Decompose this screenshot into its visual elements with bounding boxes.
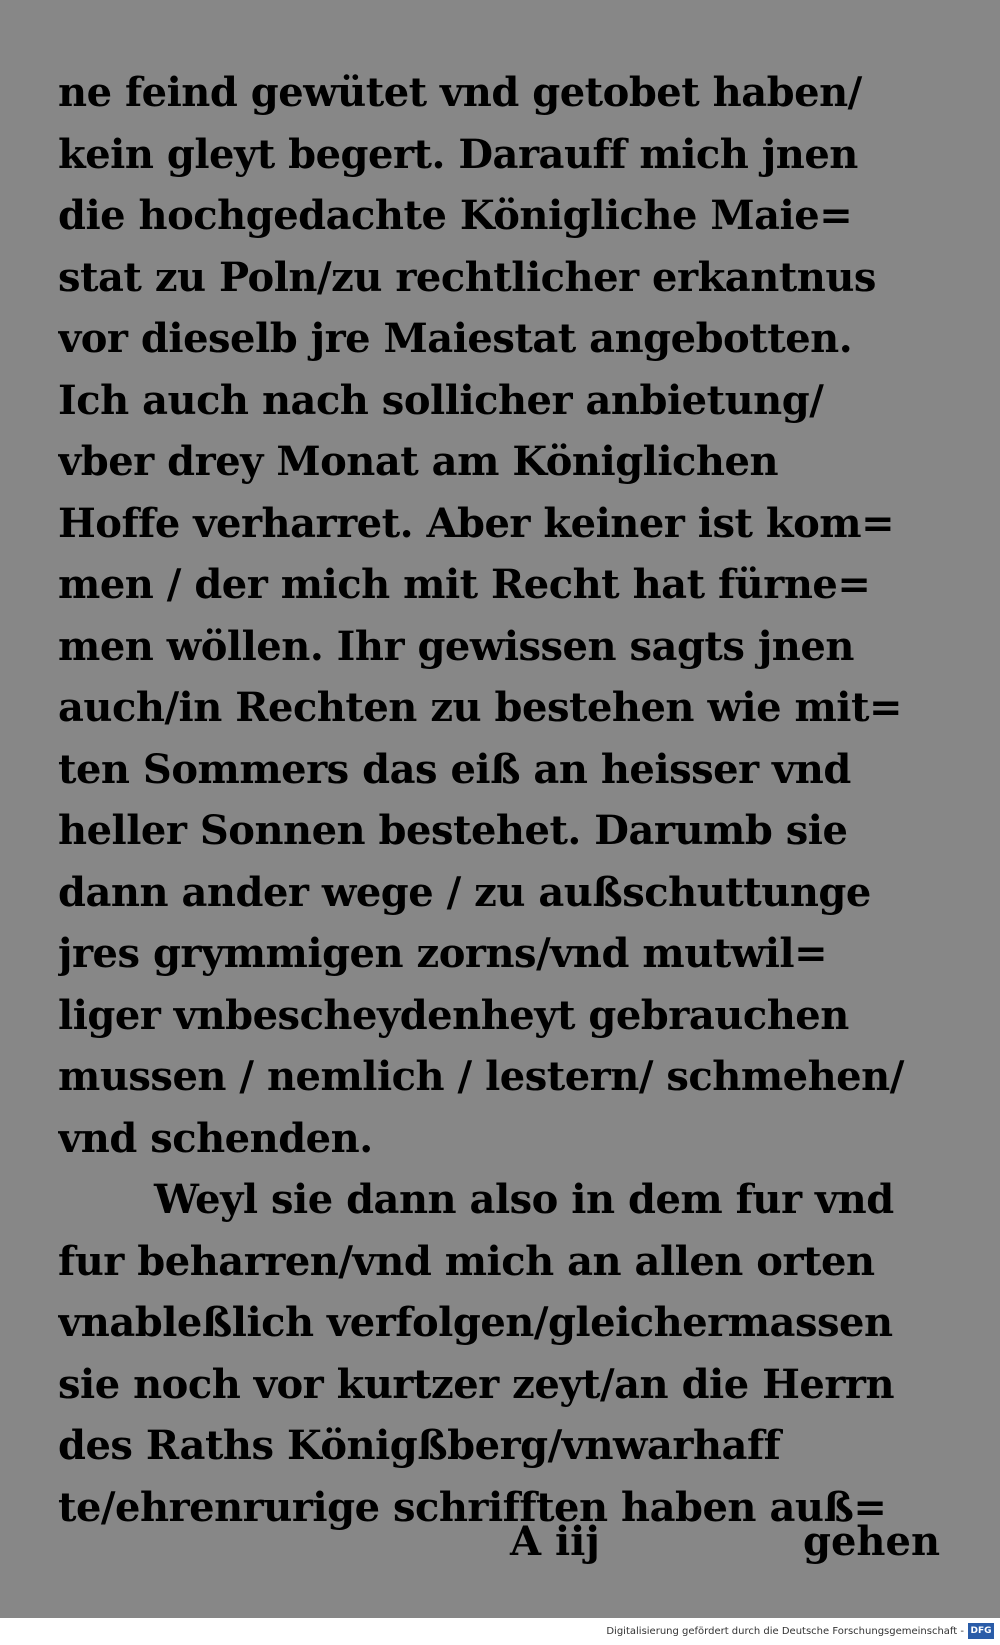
text-line-4: stat zu Poln/zu rechtlicher erkantnus: [58, 253, 876, 301]
text-line-13: heller Sonnen bestehet. Darumb sie: [58, 807, 848, 854]
text-line-9: men / der mich mit Recht hat fürne=: [58, 561, 871, 608]
text-line-10: men wöllen. Ihr gewissen sagts jnen: [58, 622, 854, 670]
text-line-11: auch/in Rechten zu bestehen wie mit=: [58, 684, 902, 731]
text-line-17: mussen / nemlich / lestern/ schmehen/: [58, 1053, 904, 1100]
signature-mark: A iij: [510, 1518, 600, 1565]
text-line-19: Weyl sie dann also in dem fur vnd: [154, 1176, 894, 1223]
text-line-20: fur beharren/vnd mich an allen orten: [58, 1237, 875, 1285]
text-line-23: des Raths Königßberg/vnwarhaff: [58, 1422, 781, 1469]
text-line-5: vor dieselb jre Maiestat angebotten.: [58, 315, 853, 362]
catchword: gehen: [803, 1518, 941, 1565]
text-line-1: ne feind gewütet vnd getobet haben/: [58, 69, 862, 116]
text-line-21: vnableßlich verfolgen/gleichermassen: [58, 1299, 893, 1346]
text-line-7: vber drey Monat am Königlichen: [58, 438, 779, 485]
text-line-3: die hochgedachte Königliche Maie=: [58, 192, 853, 239]
text-line-22: sie noch vor kurtzer zeyt/an die Herrn: [58, 1360, 895, 1408]
text-line-12: ten Sommers das eiß an heisser vnd: [58, 745, 851, 793]
digitization-credit: Digitalisierung gefördert durch die Deutsche Forschungsgemeinschaft -: [606, 1626, 964, 1637]
text-line-24: te/ehrenrurige schrifften haben auß=: [58, 1483, 887, 1531]
signature-line: [58, 1510, 948, 1574]
footer-bar: [0, 1618, 1000, 1645]
text-line-6: Ich auch nach sollicher anbietung/: [58, 376, 824, 424]
text-block: [58, 62, 948, 1538]
text-line-8: Hoffe verharret. Aber keiner ist kom=: [58, 499, 895, 547]
text-line-18: vnd schenden.: [58, 1114, 373, 1162]
text-line-2: kein gleyt begert. Darauff mich jnen: [58, 130, 858, 178]
dfg-logo-icon: DFG: [968, 1623, 994, 1639]
text-line-14: dann ander wege / zu außschuttunge: [58, 868, 871, 916]
text-line-15: jres grymmigen zorns/vnd mutwil=: [58, 930, 828, 977]
text-line-16: liger vnbescheydenheyt gebrauchen: [58, 991, 849, 1039]
